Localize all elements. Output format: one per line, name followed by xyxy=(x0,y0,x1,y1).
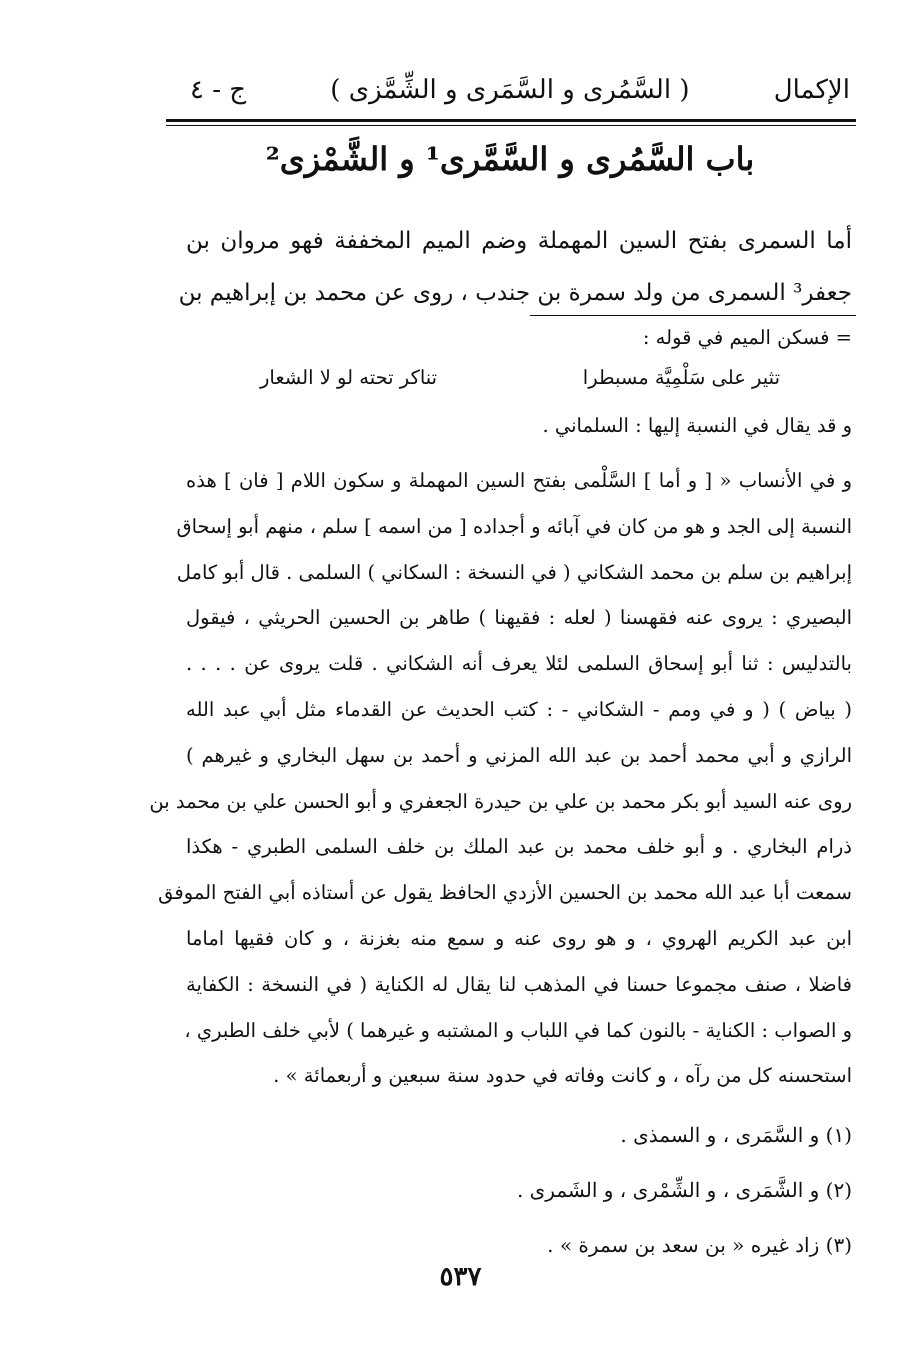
footnote-3: (٣) زاد غيره « بن سعد بن سمرة » . xyxy=(547,1233,852,1257)
header-rule-thick xyxy=(166,119,856,122)
text-line: استحسنه كل من رآه ، و كانت وفاته في حدود سنة سبعين و أربعمائة » . xyxy=(273,1064,852,1088)
text-line: سمعت أبا عبد الله محمد بن الحسين الأزدي الحافظ يقول عن أستاذه أبي الفتح الموفق xyxy=(158,881,852,905)
header-rule-thin xyxy=(166,125,856,126)
text-line: روى عنه السيد أبو بكر محمد بن علي بن حيدرة الجعفري و أبو الحسن علي بن محمد بن xyxy=(149,789,852,813)
text-line: ( بياض ) ( و في ومم - الشكاني - : كتب الحديث عن القدماء مثل أبي عبد الله xyxy=(186,697,852,721)
previous-footnote-end xyxy=(186,408,852,444)
text-line: ذرام البخاري . و أبو خلف محمد بن عبد الملك بن خلف السلمى الطبري - هكذا xyxy=(186,835,852,859)
verse-second-hemistich: تناكر تحته لو لا الشعار xyxy=(260,366,438,389)
previous-footnote-continuation xyxy=(186,320,852,356)
running-header xyxy=(190,68,850,112)
text-line: و في الأنساب « [ و أما ] السَّلْمى بفتح السين المهملة و سكون اللام [ فان ] هذه xyxy=(186,469,852,492)
text-line: جعفر³ السمرى من ولد سمرة بن جندب ، روى عن محمد بن إبراهيم بن xyxy=(178,280,852,306)
page-number: ٥٣٧ xyxy=(439,1262,482,1292)
text-line: فاضلا ، صنف مجموعا حسنا في المذهب لنا يقال له الكناية ( في النسخة : الكفاية xyxy=(186,972,852,996)
header-volume: ج - ٤ xyxy=(190,75,247,105)
header-book-title: الإكمال xyxy=(773,75,850,105)
text-line: = فسكن الميم في قوله : xyxy=(642,326,852,349)
text-line: و قد يقال في النسبة إليها : السلماني . xyxy=(542,414,852,437)
poetry-verse xyxy=(260,366,780,389)
footnotes xyxy=(186,1108,852,1273)
text-line: الرازي و أبي محمد أحمد بن عبد الله المزني و أحمد بن سهل البخاري و غيرهم ) xyxy=(186,743,852,767)
verse-first-hemistich: تثير على سَلْمِيَّة مسبطرا xyxy=(582,366,780,389)
footnote-main-body xyxy=(149,458,852,1099)
footnote-2: (٢) و الشَّمَرى ، و الشِّمْرى ، و الشَمرى . xyxy=(516,1178,852,1202)
footnote-separator xyxy=(530,315,856,316)
intro-paragraph xyxy=(178,215,852,319)
text-line: بالتدليس : ثنا أبو إسحاق السلمى لئلا يعرف أنه الشكاني . قلت يروى عن . . . . xyxy=(186,652,852,676)
text-line: البصيري : يروى عنه فقهسنا ( لعله : فقيهنا ) طاهر بن الحسين الحريثي ، فيقول xyxy=(186,606,852,630)
text-line: و الصواب : الكناية - بالنون كما في اللباب و المشتبه و غيرهما ) لأبي خلف الطبري ، xyxy=(184,1018,852,1042)
text-line: ابن عبد الكريم الهروي ، و هو روى عنه و سمع منه بغزنة ، و كان فقيها اماما xyxy=(186,926,852,950)
text-line: إبراهيم بن سلم بن محمد الشكاني ( في النسخة : السكاني ) السلمى . قال أبو كامل xyxy=(176,560,852,584)
text-line: أما السمرى بفتح السين المهملة وضم الميم المخففة فهو مروان بن xyxy=(186,228,852,254)
text-line: النسبة إلى الجد و هو من كان في آبائه و أجداده [ من اسمه ] سلم ، منهم أبو إسحاق xyxy=(176,514,852,538)
header-chapter-title: ( السَّمُرى و السَّمَرى و الشِّمَّزى ) xyxy=(330,75,690,105)
chapter-heading: باب السَّمُرى و السَّمَّرى¹ و الشَّمْزى² xyxy=(265,140,755,178)
footnote-1: (١) و السَّمَرى ، و السمذى . xyxy=(620,1123,852,1147)
